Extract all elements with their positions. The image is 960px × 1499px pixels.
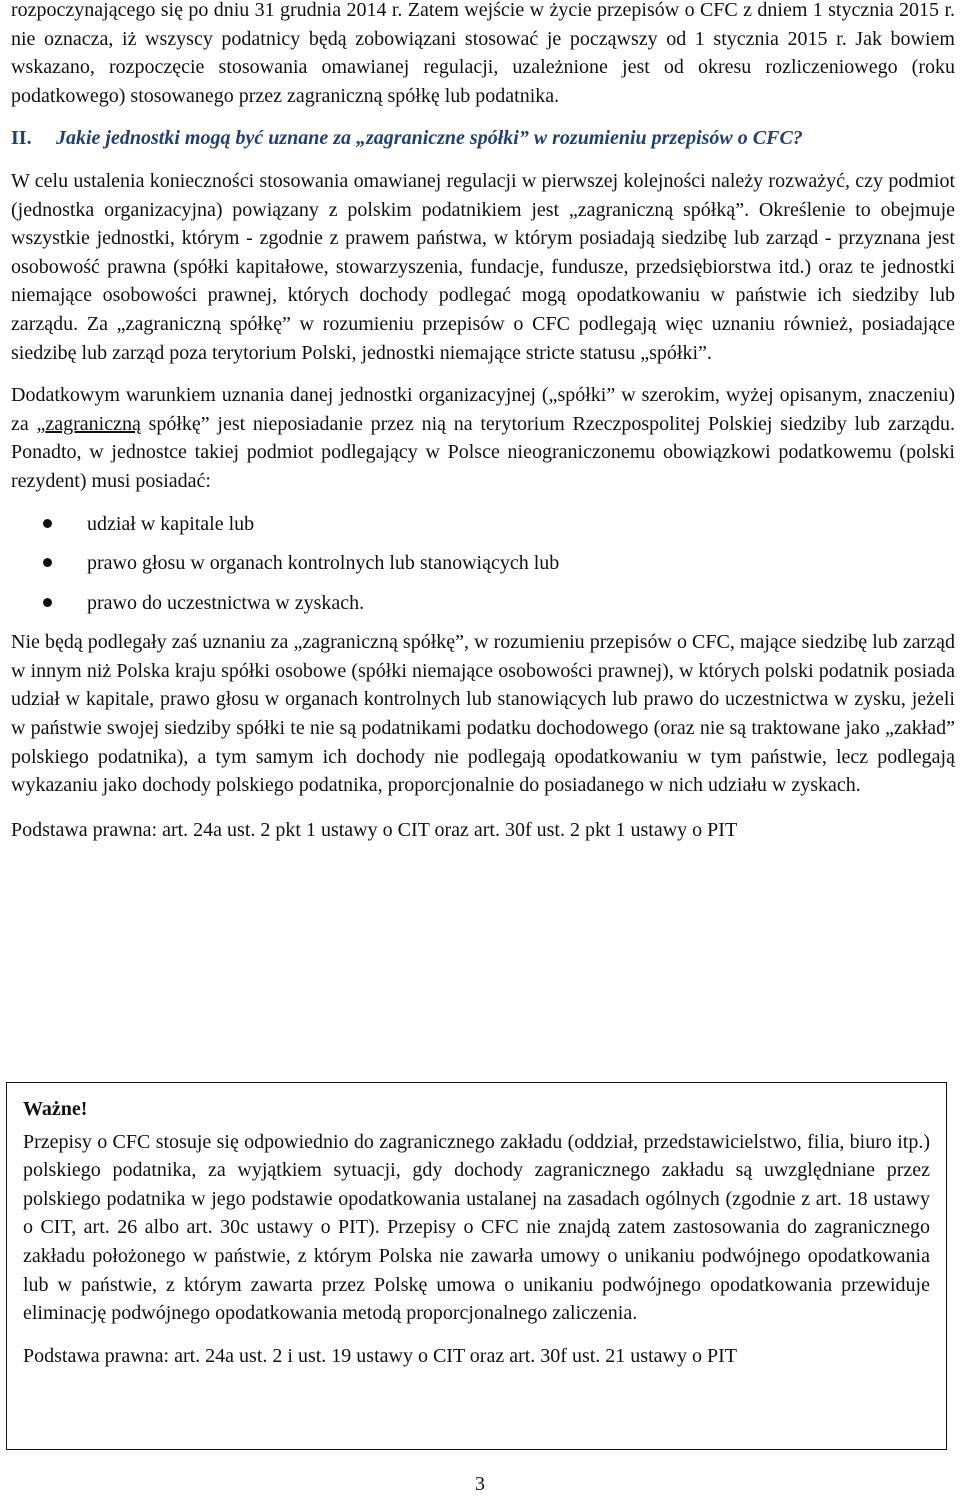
important-note-title: Ważne! (23, 1098, 88, 1120)
document-page (11, 0, 955, 844)
section-heading (11, 124, 955, 153)
bullet-icon (43, 558, 52, 567)
underlined-word: zagraniczną (45, 412, 141, 435)
section-title: Jakie jednostki mogą być uznane za „zagraniczne spółki” w rozumieniu przepisów o CFC? (56, 127, 803, 150)
legal-basis: Podstawa prawna: art. 24a ust. 2 pkt 1 ustawy o CIT oraz art. 30f ust. 2 pkt 1 ustawy o PIT (11, 818, 738, 841)
paragraph-intro: rozpoczynającego się po dniu 31 grudnia 2014 r. Zatem wejście w życie przepisów o CFC z dniem 1 stycznia 2015 r. nie oznacza, iż wszyscy podatnicy będą zobowiązani stosować je począwszy od 1 stycznia 2015 r. Jak bowiem wskazano, rozpoczęcie stosowania omawianej regulacji, uzależnione jest od okresu rozliczeniowego (roku podatkowego) stosowanego przez zagraniczną spółkę lub podatnika. (11, 0, 955, 107)
section-number: II. (11, 127, 32, 150)
paragraph-additional-condition-part-2: spółkę” jest nieposiadanie przez nią na terytorium Rzeczpospolitej Polskiej siedziby lub zarządu. Ponadto, w jednostce takiej podmiot podlegający w Polsce nieograniczonemu obowiązkowi podatkowemu (polski rezydent) musi posiadać: (11, 412, 955, 492)
list-item (11, 549, 955, 578)
important-note-legal-basis: Podstawa prawna: art. 24a ust. 2 i ust. 19 ustawy o CIT oraz art. 30f ust. 21 ustawy o PIT (23, 1344, 737, 1367)
bullet-icon (43, 519, 52, 528)
important-note-box (6, 1082, 947, 1450)
paragraph-additional-condition (11, 381, 955, 495)
paragraph-additional-condition-part-1: Dodatkowym warunkiem uznania danej jednostki organizacyjnej („spółki” w szerokim, wyżej opisanym, znaczeniu) za „ (11, 384, 955, 435)
important-note-text: Przepisy o CFC stosuje się odpowiednio do zagranicznego zakładu (oddział, przedstawicielstwo, filia, biuro itp.) polskiego podatnika, za wyjątkiem sytuacji, gdy dochody zagranicznego zakładu są uwzględniane przez polskiego podatnika w jego podstawie opodatkowania ustalanej na zasadach ogólnych (zgodnie z art. 18 ustawy o CIT, art. 26 albo art. 30c ustawy o PIT). Przepisy o CFC nie znajdą zatem zastosowania do zagranicznego zakładu położonego w państwie, z którym Polska nie zawarła umowy o unikaniu podwójnego opodatkowania lub w państwie, z którym zawarta przez Polskę umowa o unikaniu podwójnego opodatkowania przewiduje eliminację podwójnego opodatkowania metodą proporcjonalnego zaliczenia. (23, 1130, 930, 1325)
bullet-icon (43, 598, 52, 607)
page-number: 3 (475, 1473, 485, 1495)
list-item-text: prawo głosu w organach kontrolnych lub stanowiących lub (87, 552, 560, 575)
paragraph-partnerships-excluded: Nie będą podlegały zaś uznaniu za „zagraniczną spółkę”, w rozumieniu przepisów o CFC, mające siedzibę lub zarząd w innym niż Polska kraju spółki osobowe (spółki niemające osobowości prawnej), w których polski podatnik posiada udział w kapitale, prawo głosu w organach kontrolnych lub stanowiących lub prawo do uczestnictwa w zysku, jeżeli w państwie swojej siedziby spółki te nie są podatnikami podatku dochodowego (oraz nie są traktowane jako „zakład” polskiego podatnika), a tym samym ich dochody nie podlegają opodatkowaniu w tym państwie, lecz podlegają wykazaniu jako dochody polskiego podatnika, proporcjonalnie do posiadanego w nich udziału w zyskach. (11, 631, 955, 797)
list-item-text: prawo do uczestnictwa w zyskach. (87, 591, 365, 614)
list-item-text: udział w kapitale lub (87, 512, 255, 535)
list-item (11, 589, 955, 618)
list-item (11, 510, 955, 539)
conditions-list (11, 510, 955, 618)
paragraph-foreign-company-definition: W celu ustalenia konieczności stosowania omawianej regulacji w pierwszej kolejności należy rozważyć, czy podmiot (jednostka organizacyjna) powiązany z polskim podatnikiem jest „zagraniczną spółką”. Określenie to obejmuje wszystkie jednostki, którym - zgodnie z prawem państwa, w którym posiadają siedzibę lub zarząd - przyznana jest osobowość prawna (spółki kapitałowe, stowarzyszenia, fundacje, fundusze, przedsiębiorstwa itd.) oraz te jednostki niemające osobowości prawnej, których dochody podlegać mogą opodatkowaniu w państwie ich siedziby lub zarządu. Za „zagraniczną spółkę” w rozumieniu przepisów o CFC podlegają więc uznaniu również, posiadające siedzibę lub zarząd poza terytorium Polski, jednostki niemające stricte statusu „spółki”. (11, 169, 955, 364)
